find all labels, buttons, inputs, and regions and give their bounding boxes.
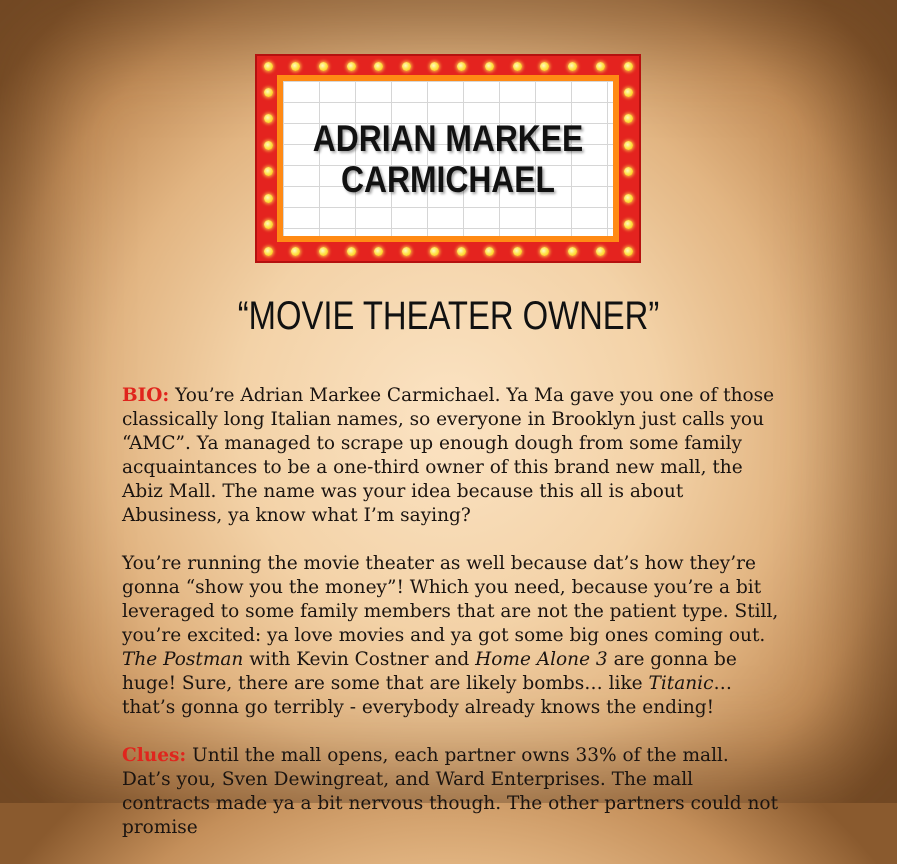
- movie-title-postman: The Postman: [122, 649, 244, 670]
- theater-text-1: You’re running the movie theater as well because dat’s how they’re gonna “show you the money”! Which you need, because you’re a bit leveraged to some family members that are not the patient type. Still, you’re excited: ya love movies and ya got some big ones coming out.: [122, 553, 779, 646]
- character-description: [122, 384, 782, 864]
- marquee-bulb: [624, 167, 633, 176]
- marquee-bulb: [624, 141, 633, 150]
- marquee-bulb: [540, 62, 549, 71]
- bio-label: BIO:: [122, 385, 170, 406]
- marquee-bulb: [624, 220, 633, 229]
- marquee-bulb: [347, 247, 356, 256]
- marquee-title: [306, 118, 590, 200]
- page-subtitle: “MOVIE THEATER OWNER”: [237, 294, 660, 338]
- marquee-bulb: [596, 247, 605, 256]
- marquee-bulb: [264, 88, 273, 97]
- marquee-bulb: [264, 220, 273, 229]
- marquee-bulb: [568, 62, 577, 71]
- marquee-bulb: [457, 62, 466, 71]
- marquee-bulb: [485, 62, 494, 71]
- marquee-bulb: [624, 114, 633, 123]
- marquee-bulb: [624, 194, 633, 203]
- marquee-bulb: [513, 62, 522, 71]
- marquee-bulb: [374, 62, 383, 71]
- marquee-bulb: [264, 167, 273, 176]
- clues-label: Clues:: [122, 745, 187, 766]
- marquee-title-line1: ADRIAN MARKEE: [312, 118, 584, 159]
- marquee-bulb: [319, 247, 328, 256]
- bio-paragraph: [122, 384, 782, 528]
- marquee-bulb: [430, 247, 439, 256]
- theater-text-2: with Kevin Costner and: [243, 649, 476, 670]
- marquee-bulb: [374, 247, 383, 256]
- clues-text: Until the mall opens, each partner owns 33% of the mall. Dat’s you, Sven Dewingreat, and Ward Enterprises. The mall contracts made ya a bit nervous though. The other partners could not promise: [122, 745, 779, 838]
- marquee-title-line2: CARMICHAEL: [341, 159, 555, 200]
- marquee-bulb: [596, 62, 605, 71]
- movie-title-titanic: Titanic: [648, 673, 714, 694]
- marquee-bulb: [402, 62, 411, 71]
- marquee-bulb: [457, 247, 466, 256]
- marquee-sign: [255, 54, 641, 263]
- marquee-bulb: [430, 62, 439, 71]
- marquee-bulb: [624, 62, 633, 71]
- marquee-bulb: [264, 141, 273, 150]
- marquee-bulb: [402, 247, 411, 256]
- theater-paragraph: [122, 552, 782, 720]
- bio-text: You’re Adrian Markee Carmichael. Ya Ma gave you one of those classically long Italian names, so everyone in Brooklyn just calls you “AMC”. Ya managed to scrape up enough dough from some family acquaintances to be a one-third owner of this brand new mall, the Abiz Mall. The name was your idea because this all is about Abusiness, ya know what I’m saying?: [122, 385, 775, 526]
- marquee-bulb: [624, 247, 633, 256]
- theater-text-4: … that’s gonna go terribly - everybody already knows the ending!: [122, 673, 732, 718]
- marquee-bulb: [540, 247, 549, 256]
- marquee-bulb: [347, 62, 356, 71]
- marquee-bulb: [568, 247, 577, 256]
- theater-text-3: are gonna be huge! Sure, there are some that are likely bombs… like: [122, 649, 737, 694]
- marquee-bulb: [291, 247, 300, 256]
- marquee-bulb: [264, 62, 273, 71]
- marquee-bulb: [291, 62, 300, 71]
- marquee-bulb: [264, 247, 273, 256]
- marquee-bulb: [264, 194, 273, 203]
- marquee-bulb: [319, 62, 328, 71]
- marquee-bulb: [513, 247, 522, 256]
- marquee-bulb: [624, 88, 633, 97]
- movie-title-home-alone: Home Alone 3: [475, 649, 608, 670]
- marquee-bulb: [485, 247, 494, 256]
- clues-paragraph: [122, 744, 782, 840]
- marquee-bulb: [264, 114, 273, 123]
